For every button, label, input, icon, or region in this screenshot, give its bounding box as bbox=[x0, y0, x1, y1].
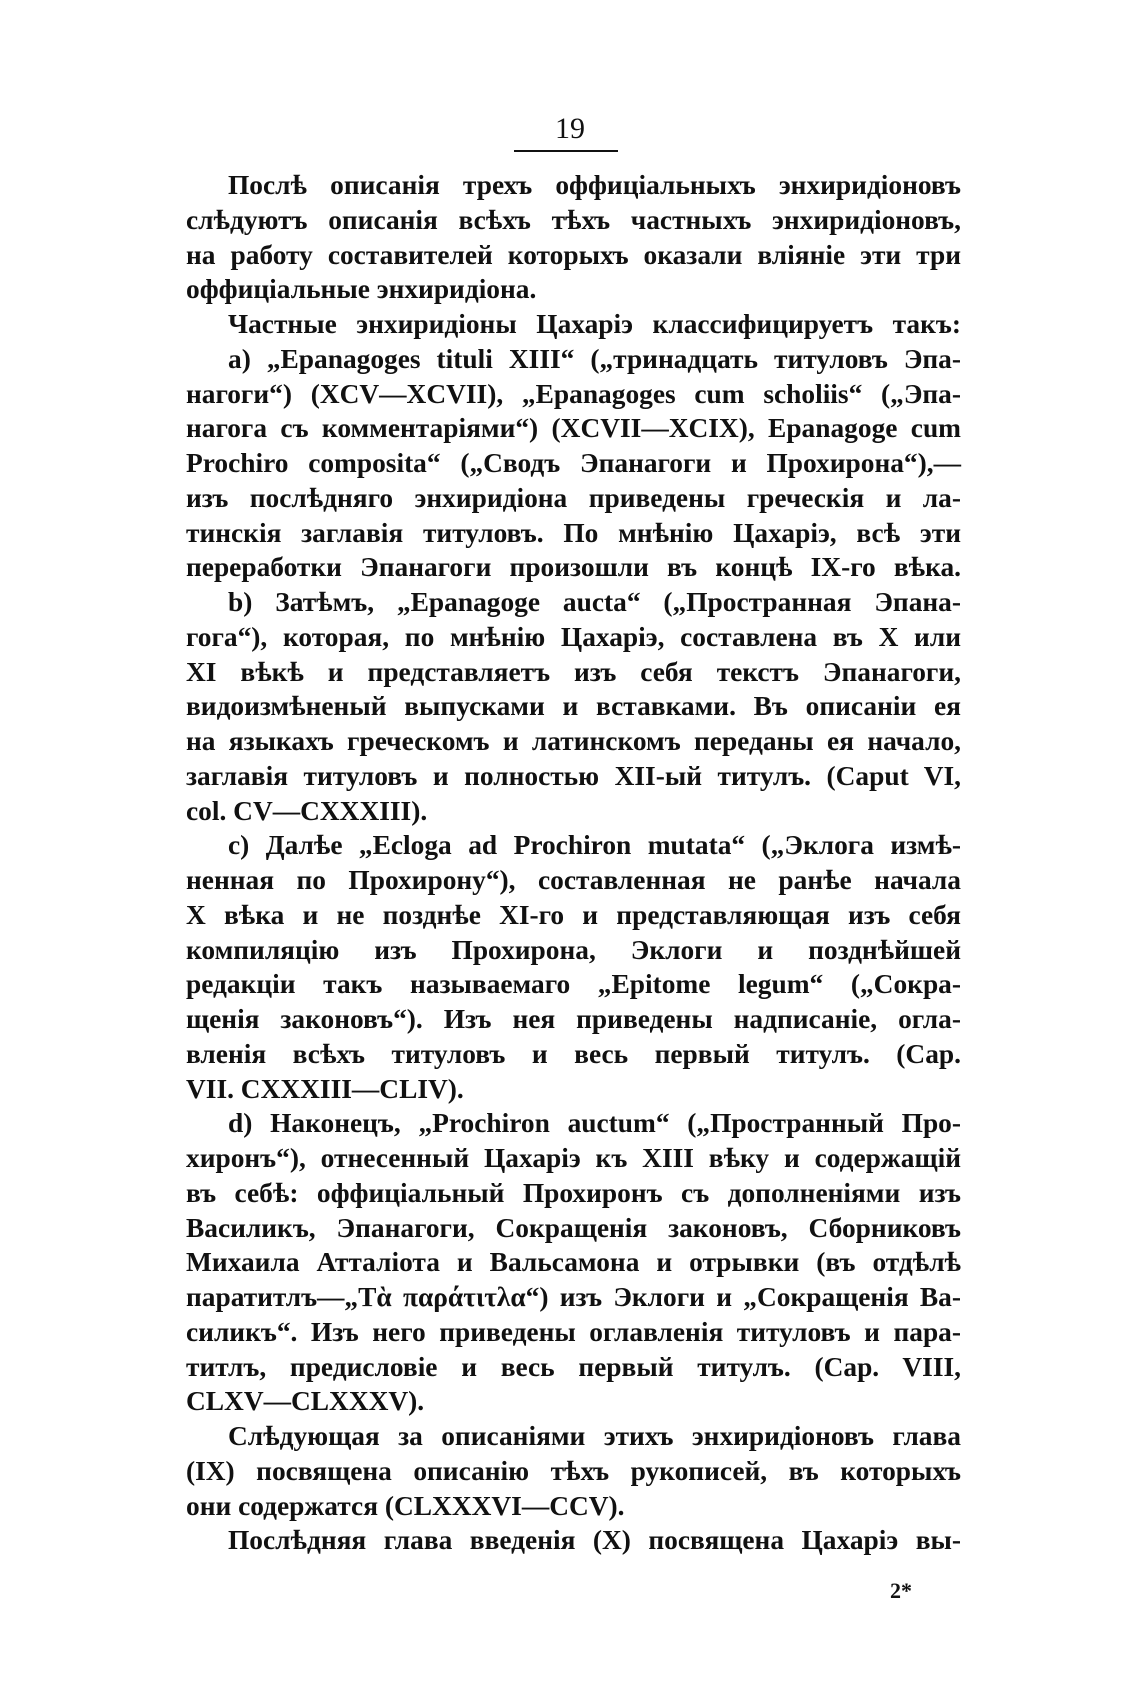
text-line: редакціи такъ называемаго „Epitome legum“ („Сокра- bbox=[186, 969, 961, 1000]
text-line: вленія всѣхъ титуловъ и весь первый титулъ. (Cap. bbox=[186, 1038, 961, 1069]
text-line: (IX) посвящена описанію тѣхъ рукописей, въ которыхъ bbox=[186, 1455, 961, 1486]
text-line: ненная по Прохирону“), составленная не ранѣе начала bbox=[186, 865, 961, 895]
text-line: изъ послѣдняго энхиридіона приведены греческія и ла- bbox=[186, 482, 961, 513]
text-line: тинскія заглавія титуловъ. По мнѣнію Цахаріэ, всѣ эти bbox=[186, 517, 961, 548]
text-line: оффиціальные энхиридіона. bbox=[186, 274, 537, 305]
text-line: d) Наконецъ, „Prochiron auctum“ („Пространный Про- bbox=[228, 1108, 961, 1139]
text-line: на языкахъ греческомъ и латинскомъ переданы ея начало, bbox=[186, 726, 961, 756]
text-line: Частные энхиридіоны Цахаріэ классифицируетъ такъ: bbox=[228, 309, 961, 339]
page-number: 19 bbox=[555, 112, 585, 145]
body-text bbox=[186, 168, 961, 1558]
text-line: Михаила Атталіота и Вальсамона и отрывки (въ отдѣлѣ bbox=[186, 1247, 961, 1278]
text-line: a) „Epanagoges tituli XIII“ („тринадцать титуловъ Эпа- bbox=[228, 343, 961, 374]
text-line: Послѣдняя глава введенія (X) посвящена Цахаріэ вы- bbox=[228, 1525, 961, 1556]
text-line: переработки Эпанагоги произошли въ концѣ IX-го вѣка. bbox=[186, 552, 961, 583]
text-line: X вѣка и не позднѣе XI-го и представляющая изъ себя bbox=[186, 899, 961, 930]
text-line: c) Далѣе „Ecloga ad Prochiron mutata“ („Эклога измѣ- bbox=[228, 830, 961, 861]
text-line: Слѣдующая за описаніями этихъ энхиридіоновъ глава bbox=[228, 1421, 961, 1451]
text-line: col. CV—CXXXIII). bbox=[186, 795, 428, 826]
text-line: CLXV—CLXXXV). bbox=[186, 1386, 425, 1417]
text-line: Prochiro composita“ („Сводъ Эпанагоги и Прохирона“),— bbox=[186, 448, 961, 478]
text-line: Послѣ описанія трехъ оффиціальныхъ энхиридіоновъ bbox=[228, 170, 961, 200]
text-line: VII. CXXXIII—CLIV). bbox=[186, 1073, 464, 1104]
header-rule bbox=[514, 150, 618, 152]
text-line: гога“), которая, по мнѣнію Цахаріэ, составлена въ X или bbox=[186, 621, 961, 652]
text-line: щенія законовъ“). Изъ нея приведены надписаніе, огла- bbox=[186, 1004, 961, 1034]
text-line: они содержатся (CLXXXVI—CCV). bbox=[186, 1490, 625, 1521]
text-line: хиронъ“), отнесенный Цахаріэ къ XIII вѣку и содержащій bbox=[186, 1143, 961, 1173]
text-line: заглавія титуловъ и полностью XII-ый титулъ. (Caput VI, bbox=[186, 760, 961, 791]
text-line: нагоги“) (XCV—XCVII), „Epanagoges cum scholiis“ („Эпа- bbox=[186, 378, 961, 409]
text-line: XI вѣкѣ и представляетъ изъ себя текстъ Эпанагоги, bbox=[186, 656, 961, 687]
text-line: слѣдуютъ описанія всѣхъ тѣхъ частныхъ энхиридіоновъ, bbox=[186, 204, 961, 235]
text-line: нагога съ комментаріями“) (XCVII—XCIX), Epanagoge cum bbox=[186, 413, 961, 444]
text-line: титлъ, предисловіе и весь первый титулъ. (Cap. VIII, bbox=[186, 1351, 961, 1382]
signature-mark: 2* bbox=[890, 1578, 912, 1603]
text-line: паратитлъ—„Τὰ παράτιτλα“) изъ Эклоги и „Сокращенія Ва- bbox=[186, 1282, 961, 1312]
text-line: на работу составителей которыхъ оказали вліяніе эти три bbox=[186, 239, 961, 270]
text-line: компиляцію изъ Прохирона, Эклоги и позднѣйшей bbox=[186, 934, 961, 965]
text-line: b) Затѣмъ, „Epanagoge aucta“ („Пространная Эпана- bbox=[228, 587, 961, 617]
text-line: Василикъ, Эпанагоги, Сокращенія законовъ, Сборниковъ bbox=[186, 1212, 961, 1243]
text-line: силикъ“. Изъ него приведены оглавленія титуловъ и пара- bbox=[186, 1316, 961, 1347]
text-line: въ себѣ: оффиціальный Прохиронъ съ дополненіями изъ bbox=[186, 1177, 961, 1208]
text-line: видоизмѣненый выпусками и вставками. Въ описаніи ея bbox=[186, 691, 961, 722]
